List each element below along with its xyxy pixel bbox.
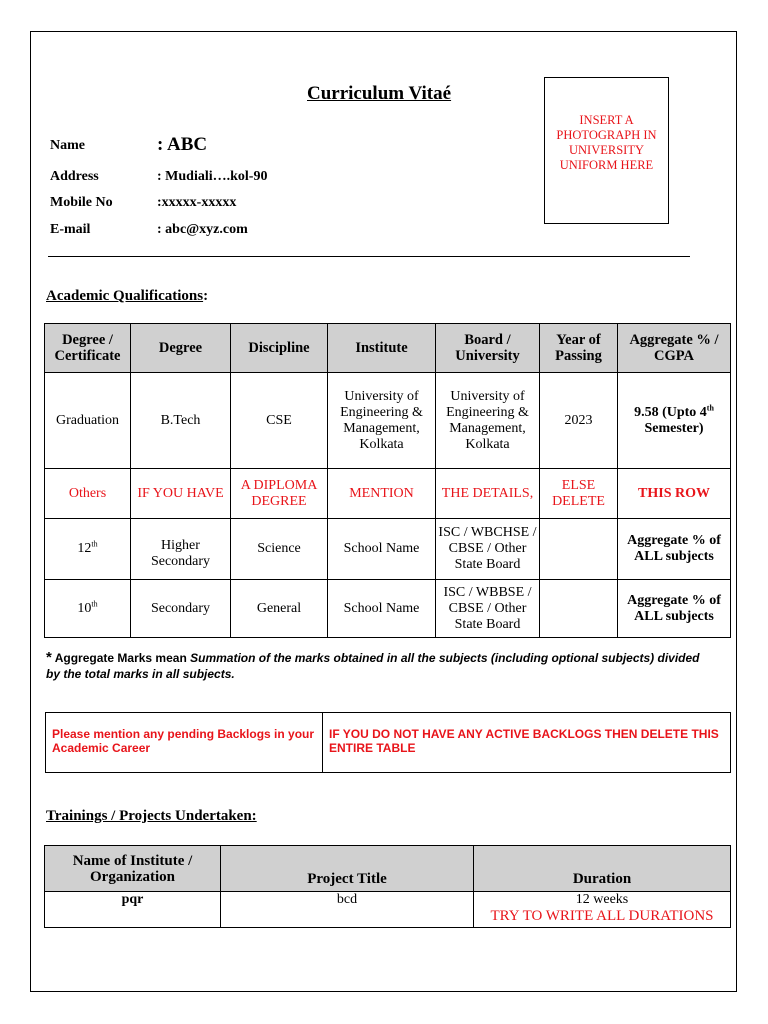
mobile-label: Mobile No (50, 195, 113, 210)
table-cell: School Name (328, 580, 436, 638)
table-row (45, 519, 731, 580)
table-cell: General (231, 580, 328, 638)
table-cell (540, 519, 618, 580)
table-cell: Graduation (45, 373, 131, 469)
table-header-row (45, 846, 731, 892)
backlog-prompt: Please mention any pending Backlogs in your Academic Career (46, 713, 323, 773)
training-table (44, 845, 731, 928)
backlog-instruction: IF YOU DO NOT HAVE ANY ACTIVE BACKLOGS THEN DELETE THIS ENTIRE TABLE (323, 713, 731, 773)
table-cell: Aggregate % of ALL subjects (618, 519, 731, 580)
table-cell: 12th (45, 519, 131, 580)
table-cell: A DIPLOMA DEGREE (231, 469, 328, 519)
table-cell: ELSE DELETE (540, 469, 618, 519)
header-cell: Year of Passing (540, 324, 618, 373)
table-cell: School Name (328, 519, 436, 580)
aggregate-note: * Aggregate Marks mean Summation of the marks obtained in all the subjects (including optional subjects) divided by the total marks in all subjects. (46, 649, 700, 681)
table-cell: B.Tech (131, 373, 231, 469)
academic-table (44, 323, 731, 638)
address-value: : Mudiali….kol-90 (157, 169, 268, 184)
table-cell: Science (231, 519, 328, 580)
table-row (45, 892, 731, 928)
table-cell: 10th (45, 580, 131, 638)
table-cell: THE DETAILS, (436, 469, 540, 519)
header-cell: Name of Institute / Organization (45, 846, 221, 892)
header-cell: Degree / Certificate (45, 324, 131, 373)
table-cell: Aggregate % of ALL subjects (618, 580, 731, 638)
table-cell (540, 580, 618, 638)
table-cell: Higher Secondary (131, 519, 231, 580)
table-cell: bcd (221, 892, 474, 928)
address-label: Address (50, 169, 99, 184)
header-cell: Project Title (221, 846, 474, 892)
email-label: E-mail (50, 222, 91, 237)
academic-heading: Academic Qualifications: (46, 288, 209, 304)
table-cell: CSE (231, 373, 328, 469)
table-row (45, 469, 731, 519)
name-label: Name (50, 138, 85, 153)
table-row (45, 373, 731, 469)
header-cell: Duration (474, 846, 731, 892)
email-value: : abc@xyz.com (157, 222, 248, 237)
name-value: : ABC (157, 134, 208, 155)
header-cell: Board / University (436, 324, 540, 373)
header-cell: Aggregate % / CGPA (618, 324, 731, 373)
table-cell: Others (45, 469, 131, 519)
table-cell: University of Engineering & Management, Kolkata (328, 373, 436, 469)
training-heading: Trainings / Projects Undertaken: (46, 808, 257, 824)
header-cell: Discipline (231, 324, 328, 373)
table-cell: ISC / WBCHSE / CBSE / Other State Board (436, 519, 540, 580)
table-cell: Secondary (131, 580, 231, 638)
header-cell: Institute (328, 324, 436, 373)
table-cell: IF YOU HAVE (131, 469, 231, 519)
photo-placeholder: INSERT A PHOTOGRAPH IN UNIVERSITY UNIFORM HERE (544, 77, 669, 224)
table-cell: 9.58 (Upto 4th Semester) (618, 373, 731, 469)
table-row (45, 580, 731, 638)
table-cell: ISC / WBBSE / CBSE / Other State Board (436, 580, 540, 638)
divider-line (48, 256, 690, 257)
table-cell: 12 weeks TRY TO WRITE ALL DURATIONS (474, 892, 731, 928)
table-header-row (45, 324, 731, 373)
table-row (46, 713, 731, 773)
table-cell: University of Engineering & Management, Kolkata (436, 373, 540, 469)
backlog-table (45, 712, 731, 773)
mobile-value: :xxxxx-xxxxx (157, 195, 237, 210)
table-cell: pqr (45, 892, 221, 928)
table-cell: MENTION (328, 469, 436, 519)
header-cell: Degree (131, 324, 231, 373)
table-cell: 2023 (540, 373, 618, 469)
table-cell: THIS ROW (618, 469, 731, 519)
